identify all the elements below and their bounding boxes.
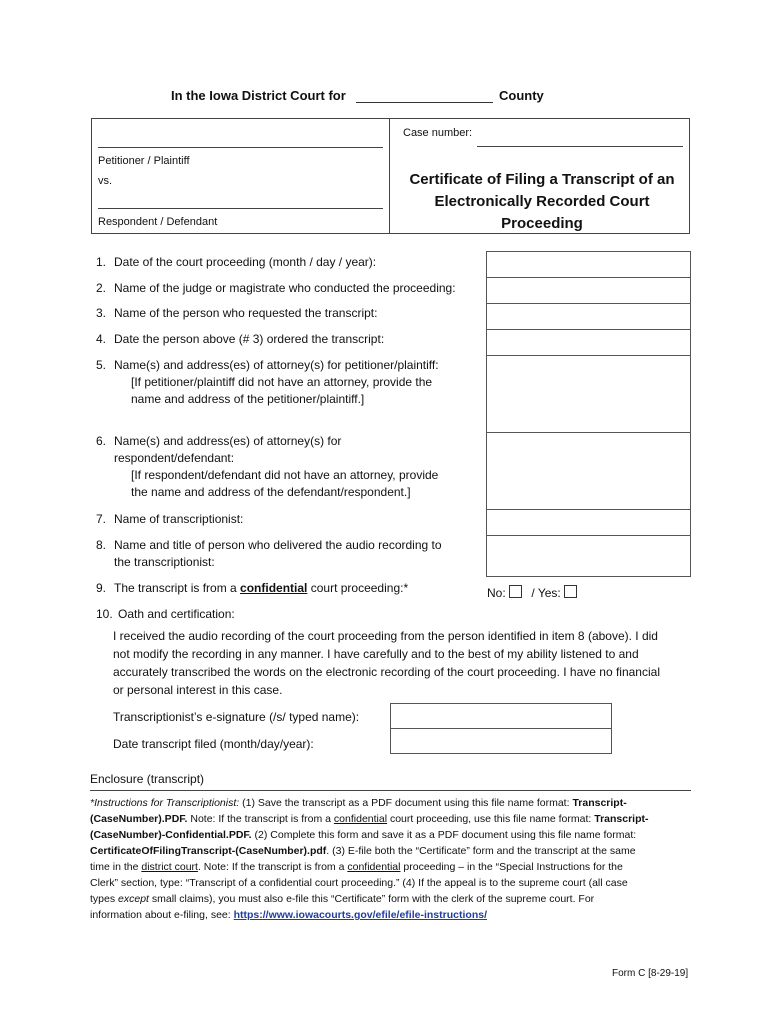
instr-line (90, 795, 692, 811)
item-number: 9. (96, 581, 107, 595)
item-3 (96, 305, 377, 322)
confidential-choice (487, 585, 577, 602)
item-note: the name and address of the defendant/respondent.] (131, 485, 411, 499)
item-2 (96, 280, 456, 297)
item-label: Name and title of person who delivered the audio recording to (114, 538, 442, 552)
instr-line (90, 891, 692, 907)
item-9 (96, 580, 408, 597)
item-label-cont: respondent/defendant: (114, 451, 235, 465)
case-number-label: Case number: (403, 127, 473, 139)
caption-divider (389, 119, 390, 233)
instr-lead: *Instructions for Transcriptionist: (90, 797, 240, 809)
respondent-line[interactable] (98, 208, 383, 209)
answer-box-6[interactable] (486, 432, 691, 510)
county-blank[interactable] (356, 102, 493, 103)
answer-box-8[interactable] (486, 535, 691, 577)
answer-box-4[interactable] (486, 329, 691, 356)
instr-text: information about e-filing, see: (90, 909, 234, 921)
confidential-emphasis: confidential (240, 581, 308, 595)
date-filed-field[interactable] (390, 728, 612, 754)
item-number: 4. (96, 332, 107, 346)
answer-box-2[interactable] (486, 277, 691, 304)
answer-box-3[interactable] (486, 303, 691, 330)
item-number: 8. (96, 538, 107, 552)
instr-bold: (CaseNumber)-Confidential.PDF. (90, 829, 252, 841)
item-label: Name of the person who requested the transcript: (114, 306, 378, 320)
answer-box-1[interactable] (486, 251, 691, 278)
signature-label: Transcriptionist’s e-signature (/s/ typed name): (113, 710, 360, 724)
form-title-line1: Certificate of Filing a Transcript of an (409, 171, 675, 188)
efile-instructions-link[interactable]: https://www.iowacourts.gov/efile/efile-instructions/ (233, 909, 487, 921)
oath-line: I received the audio recording of the court proceeding from the person identified in item 8 (above). I did (113, 629, 658, 643)
instructions-divider (90, 790, 691, 791)
item-label: Date of the court proceeding (month / day / year): (114, 255, 377, 269)
court-prefix: In the Iowa District Court for (171, 88, 346, 103)
vs-label: vs. (98, 175, 113, 187)
oath-text (113, 627, 713, 699)
form-title-line3: Proceeding (501, 215, 583, 232)
instr-text: small claims), you must also e-file this “Certificate” form with the clerk of the supreme court. For (148, 893, 595, 905)
instr-text: . (3) E-file both the “Certificate” form and the transcript at the same (326, 845, 636, 857)
item-1 (96, 254, 376, 271)
item-10 (96, 606, 235, 623)
item-label: Oath and certification: (118, 607, 235, 621)
instr-text: (1) Save the transcript as a PDF document using this file name format: (239, 797, 573, 809)
instr-bold: CertificateOfFilingTranscript-(CaseNumber).pdf (90, 845, 327, 857)
instr-text: types (90, 893, 119, 905)
instr-text: Clerk” section, type: “Transcript of a confidential court proceeding.” (4) If the appeal is to the supreme court (all case (90, 877, 628, 889)
item-label: The transcript is from a (114, 581, 241, 595)
instr-text: time in the (90, 861, 142, 873)
no-label: No: (487, 586, 506, 600)
date-filed-label: Date transcript filed (month/day/year): (113, 737, 314, 751)
form-title-line2: Electronically Recorded Court (434, 193, 650, 210)
instr-line (90, 907, 692, 923)
item-6 (96, 433, 438, 501)
instr-underline: confidential (333, 813, 388, 825)
instr-line (90, 875, 692, 891)
county-label: County (499, 88, 544, 103)
form-title (397, 169, 687, 235)
instr-bold: Transcript- (572, 797, 627, 809)
instr-line (90, 859, 692, 875)
item-number: 10. (96, 607, 113, 621)
instr-underline: confidential (347, 861, 401, 873)
item-label: Name(s) and address(es) of attorney(s) for petitioner/plaintiff: (114, 358, 439, 372)
case-number-line[interactable] (477, 146, 683, 147)
item-number: 5. (96, 358, 107, 372)
oath-line: accurately transcribed the words on the electronic recording of the court proceeding. I have no financial (113, 665, 660, 679)
instr-italic: except (118, 893, 149, 905)
answer-box-7[interactable] (486, 509, 691, 536)
item-label: Date the person above (# 3) ordered the transcript: (114, 332, 385, 346)
yes-checkbox[interactable] (564, 585, 577, 598)
item-note: name and address of the petitioner/plaintiff.] (131, 392, 365, 406)
item-label: Name of the judge or magistrate who conducted the proceeding: (114, 281, 456, 295)
item-label-cont: the transcriptionist: (114, 555, 215, 569)
item-number: 1. (96, 255, 107, 269)
enclosure-label: Enclosure (transcript) (90, 772, 205, 786)
item-number: 6. (96, 434, 107, 448)
item-number: 3. (96, 306, 107, 320)
oath-line: not modify the recording in any manner. I have carefully and to the best of my ability listened to and (113, 647, 639, 661)
respondent-label: Respondent / Defendant (98, 216, 218, 228)
form-id-footer: Form C [8-29-19] (612, 968, 689, 979)
item-label-end: court proceeding:* (307, 581, 409, 595)
instr-text: (2) Complete this form and save it as a PDF document using this file name format: (251, 829, 637, 841)
item-8 (96, 537, 442, 571)
item-note: [If petitioner/plaintiff did not have an attorney, provide the (131, 375, 433, 389)
instructions (90, 795, 692, 923)
instr-line (90, 811, 692, 827)
petitioner-label: Petitioner / Plaintiff (98, 155, 190, 167)
petitioner-line[interactable] (98, 147, 383, 148)
item-4 (96, 331, 384, 348)
signature-field[interactable] (390, 703, 612, 729)
item-label: Name(s) and address(es) of attorney(s) for (114, 434, 342, 448)
no-checkbox[interactable] (509, 585, 522, 598)
instr-line (90, 843, 692, 859)
item-number: 2. (96, 281, 107, 295)
answer-box-5[interactable] (486, 355, 691, 433)
instr-bold: (CaseNumber).PDF. (90, 813, 188, 825)
instr-text: proceeding – in the “Special Instructions for the (400, 861, 623, 873)
instr-text: Note: If the transcript is from a (187, 813, 334, 825)
instr-line (90, 827, 692, 843)
yes-label: / Yes: (531, 586, 561, 600)
instr-text: . Note: If the transcript is from a (197, 861, 348, 873)
instr-bold: Transcript- (594, 813, 649, 825)
item-7 (96, 511, 243, 528)
instr-underline: district court (141, 861, 198, 873)
item-number: 7. (96, 512, 107, 526)
instr-text: court proceeding, use this file name format: (387, 813, 595, 825)
item-5 (96, 357, 439, 408)
item-label: Name of transcriptionist: (114, 512, 244, 526)
oath-line: or personal interest in this case. (113, 683, 283, 697)
case-caption (91, 118, 690, 234)
item-note: [If respondent/defendant did not have an attorney, provide (131, 468, 439, 482)
